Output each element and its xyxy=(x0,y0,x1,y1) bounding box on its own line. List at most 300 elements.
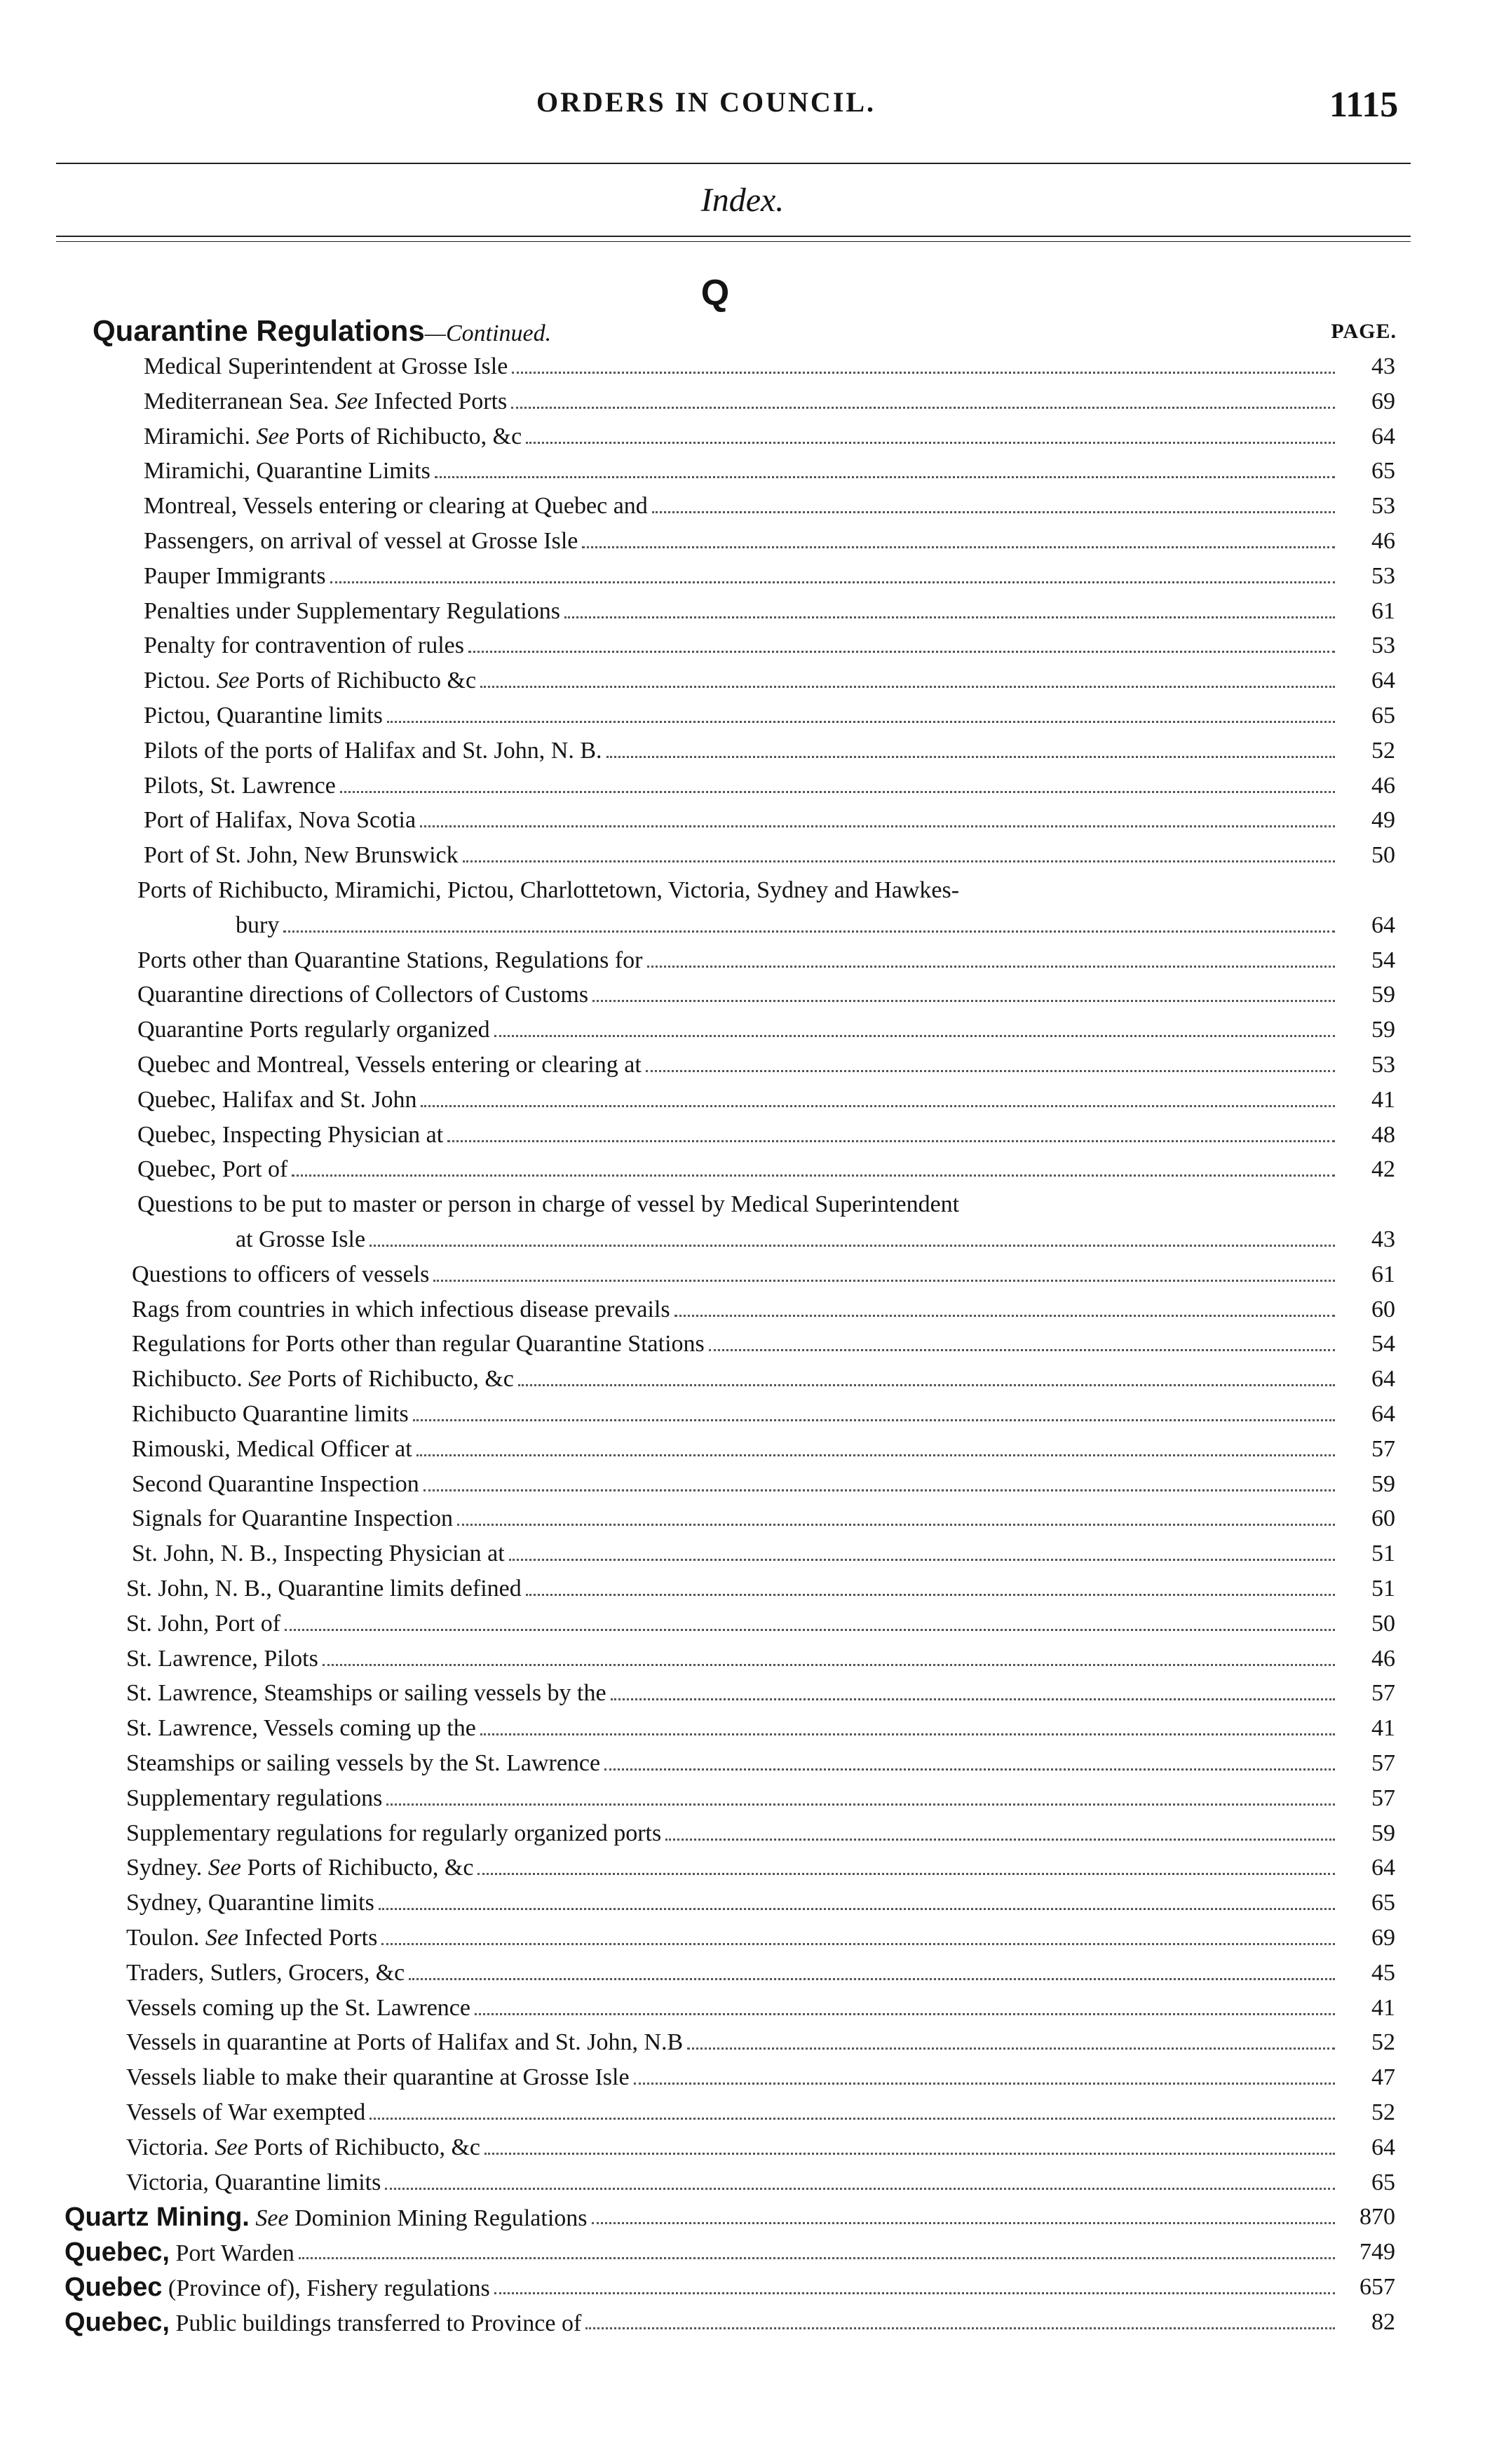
dot-leader xyxy=(494,1014,1335,1037)
entry-target: Ports of Richibucto &c xyxy=(255,668,477,694)
dot-leader xyxy=(647,945,1336,968)
index-entry xyxy=(132,1328,1395,1360)
index-entry xyxy=(137,945,1395,977)
index-entry xyxy=(137,1119,1395,1151)
dot-leader xyxy=(511,386,1335,409)
entry-text: Medical Superintendent at Grosse Isle xyxy=(144,353,508,379)
entry-target: (Province of), Fishery regulations xyxy=(168,2275,490,2301)
entry-page-number: 50 xyxy=(1371,1610,1395,1637)
dot-leader xyxy=(330,560,1335,583)
entry-label xyxy=(137,1084,416,1116)
entry-target: Ports of Richibucto, &c xyxy=(254,2134,481,2160)
entry-label xyxy=(126,1992,470,2024)
entry-page-number: 64 xyxy=(1371,1366,1395,1393)
entry-text: Richibucto. xyxy=(132,1366,243,1393)
entry-text: Quarantine directions of Collectors of Customs xyxy=(137,982,589,1008)
see-reference: See xyxy=(334,388,369,414)
entry-text: Rags from countries in which infectious disease prevails xyxy=(132,1296,670,1322)
entry-text: Passengers, on arrival of vessel at Grosse Isle xyxy=(144,528,578,554)
dot-leader xyxy=(484,2132,1335,2155)
top-level-entry xyxy=(65,2236,1395,2268)
dot-leader xyxy=(494,2271,1335,2294)
entry-label xyxy=(144,700,383,732)
dot-leader xyxy=(285,1608,1335,1631)
index-entry xyxy=(132,1294,1395,1326)
entry-label xyxy=(137,1153,287,1186)
dot-leader xyxy=(468,630,1335,653)
entry-label xyxy=(144,839,459,872)
entry-page-number: 42 xyxy=(1371,1156,1395,1183)
see-reference: See xyxy=(205,1925,239,1951)
index-entry xyxy=(144,735,1395,767)
entry-text: Traders, Sutlers, Grocers, &c xyxy=(126,1959,405,1986)
index-entry xyxy=(144,525,1395,557)
index-entry-wrapped xyxy=(137,874,1395,907)
dot-leader xyxy=(592,2201,1335,2224)
entry-page-number: 57 xyxy=(1371,1435,1395,1462)
entry-text: Montreal, Vessels entering or clearing at Quebec and xyxy=(144,493,648,520)
entry-page-number: 870 xyxy=(1359,2204,1395,2231)
index-entry xyxy=(126,1643,1395,1675)
dot-leader xyxy=(283,909,1335,933)
entry-label xyxy=(144,595,560,628)
entry-text: Quebec, Halifax and St. John xyxy=(137,1086,417,1113)
dot-leader xyxy=(526,1573,1335,1596)
entry-text: St. John, Port of xyxy=(126,1610,281,1637)
dot-leader xyxy=(413,1398,1335,1421)
entry-term: Quebec, xyxy=(65,2238,170,2268)
entry-page-number: 64 xyxy=(1371,2134,1395,2160)
dot-leader xyxy=(592,979,1335,1002)
dot-leader xyxy=(585,2306,1335,2329)
entry-label xyxy=(126,1782,382,1815)
see-reference: See xyxy=(216,668,250,694)
dot-leader xyxy=(435,455,1335,478)
dot-leader xyxy=(480,1712,1335,1735)
entry-label xyxy=(126,1643,318,1675)
entry-page-number: 65 xyxy=(1371,1890,1395,1916)
index-entry xyxy=(144,770,1395,802)
index-entry xyxy=(126,1608,1395,1640)
index-entry xyxy=(144,560,1395,593)
dot-leader xyxy=(379,1887,1335,1910)
header-rule xyxy=(56,163,1411,164)
entry-page-number: 53 xyxy=(1371,632,1395,659)
entry-page-number: 51 xyxy=(1371,1541,1395,1567)
entry-label xyxy=(126,2167,381,2199)
entry-target: Ports of Richibucto, &c xyxy=(295,423,522,449)
entry-page-number: 69 xyxy=(1371,388,1395,414)
entry-page-number: 50 xyxy=(1371,842,1395,869)
entry-page-number: 82 xyxy=(1371,2308,1395,2335)
entry-label xyxy=(65,2306,581,2340)
index-entry xyxy=(126,1852,1395,1884)
entry-page-number: 749 xyxy=(1359,2239,1395,2266)
dot-leader xyxy=(433,1259,1335,1282)
entry-label xyxy=(126,1957,405,1989)
dot-leader xyxy=(480,665,1335,688)
title-rule xyxy=(56,236,1411,237)
entry-label xyxy=(126,2062,630,2094)
index-entry xyxy=(144,700,1395,732)
entry-page-number: 52 xyxy=(1371,737,1395,764)
index-entry xyxy=(132,1363,1395,1395)
entry-text: Miramichi. xyxy=(144,423,251,449)
entry-text: Questions to be put to master or person in charge of vessel by Medical Superintendent xyxy=(137,1191,960,1218)
index-entry xyxy=(126,2132,1395,2164)
entry-page-number: 64 xyxy=(1371,668,1395,694)
entry-text: Port of St. John, New Brunswick xyxy=(144,842,459,869)
entry-label xyxy=(144,665,476,697)
dot-leader xyxy=(564,595,1335,618)
dot-leader xyxy=(463,839,1335,862)
index-entry xyxy=(137,1153,1395,1186)
entry-text: Pilots of the ports of Halifax and St. John, N. B. xyxy=(144,737,602,764)
dot-leader xyxy=(387,700,1335,723)
entry-label xyxy=(132,1294,670,1326)
entry-page-number: 64 xyxy=(1371,1855,1395,1881)
index-entry xyxy=(144,386,1395,418)
entry-text: Pictou, Quarantine limits xyxy=(144,703,383,729)
index-entry xyxy=(126,1922,1395,1954)
top-level-entry xyxy=(65,2201,1395,2233)
entry-label xyxy=(126,1852,473,1884)
dot-leader xyxy=(709,1328,1335,1351)
index-entry xyxy=(144,804,1395,837)
entry-page-number: 48 xyxy=(1371,1121,1395,1148)
entry-text: Vessels in quarantine at Ports of Halifax and St. John, N.B xyxy=(126,2029,684,2056)
entry-target: Ports of Richibucto, &c xyxy=(287,1366,514,1393)
entry-page-number: 45 xyxy=(1371,1959,1395,1986)
entry-target: Ports of Richibucto, &c xyxy=(247,1855,474,1881)
entry-text: St. Lawrence, Pilots xyxy=(126,1645,318,1672)
entry-label xyxy=(132,1468,419,1501)
entry-text: St. Lawrence, Vessels coming up the xyxy=(126,1715,476,1742)
index-entry xyxy=(126,1712,1395,1745)
entry-page-number: 46 xyxy=(1371,528,1395,554)
index-entry-wrapped xyxy=(137,1189,1395,1221)
entry-page-number: 59 xyxy=(1371,1820,1395,1846)
index-entry xyxy=(132,1503,1395,1535)
entry-label xyxy=(126,1817,661,1850)
section-title: Index. xyxy=(700,182,785,219)
entry-page-number: 53 xyxy=(1371,562,1395,589)
entry-text: St. Lawrence, Steamships or sailing vessels by the xyxy=(126,1680,606,1707)
index-entry xyxy=(126,1677,1395,1710)
title-rule-thin xyxy=(56,241,1411,242)
index-entry xyxy=(126,1887,1395,1919)
letter-heading: Q xyxy=(700,273,730,313)
index-entry xyxy=(126,2062,1395,2094)
entry-text: Ports other than Quarantine Stations, Regulations for xyxy=(137,947,643,973)
entry-page-number: 46 xyxy=(1371,1645,1395,1672)
index-entry xyxy=(144,421,1395,453)
entry-text: Regulations for Ports other than regular Quarantine Stations xyxy=(132,1331,705,1358)
dot-leader xyxy=(509,1538,1335,1561)
index-entry xyxy=(126,1747,1395,1780)
main-heading-continued: —Continued. xyxy=(424,320,552,346)
index-entry xyxy=(132,1259,1395,1291)
index-entry xyxy=(132,1468,1395,1501)
index-entry xyxy=(144,490,1395,522)
entry-label xyxy=(236,909,279,942)
entry-page-number: 60 xyxy=(1371,1505,1395,1532)
entry-text: Vessels of War exempted xyxy=(126,2099,366,2125)
entry-page-number: 54 xyxy=(1371,1331,1395,1358)
entry-label xyxy=(132,1503,453,1535)
entry-label xyxy=(144,770,336,802)
entry-text: Sydney, Quarantine limits xyxy=(126,1890,374,1916)
entry-text: Vessels liable to make their quarantine at Grosse Isle xyxy=(126,2064,630,2091)
entry-label xyxy=(144,351,508,383)
dot-leader xyxy=(416,1433,1335,1456)
entry-page-number: 54 xyxy=(1371,947,1395,973)
dot-leader xyxy=(687,2026,1335,2050)
entry-label xyxy=(137,979,588,1011)
entry-text: Quebec, Port of xyxy=(137,1156,288,1183)
entry-label xyxy=(126,2026,683,2059)
dot-leader xyxy=(604,1747,1335,1771)
entry-text: Supplementary regulations for regularly organized ports xyxy=(126,1820,662,1846)
entry-page-number: 65 xyxy=(1371,703,1395,729)
dot-leader xyxy=(518,1363,1335,1386)
index-entry xyxy=(126,1782,1395,1815)
dot-leader xyxy=(447,1119,1335,1142)
see-reference: See xyxy=(255,2205,289,2232)
entry-term: Quebec xyxy=(65,2273,163,2302)
entry-text: Ports of Richibucto, Miramichi, Pictou, Charlottetown, Victoria, Sydney and Hawkes- xyxy=(137,877,960,903)
entry-label xyxy=(126,1887,374,1919)
entry-text: St. John, N. B., Inspecting Physician at xyxy=(132,1541,505,1567)
dot-leader xyxy=(652,490,1335,513)
entry-text: Pauper Immigrants xyxy=(144,562,326,589)
entry-text: Vessels coming up the St. Lawrence xyxy=(126,1994,470,2021)
entry-text: Second Quarantine Inspection xyxy=(132,1470,419,1497)
entry-text: Port of Halifax, Nova Scotia xyxy=(144,807,416,834)
index-entry xyxy=(144,665,1395,697)
index-entry xyxy=(132,1538,1395,1570)
entry-text: Penalty for contravention of rules xyxy=(144,632,464,659)
dot-leader xyxy=(475,1992,1335,2015)
entry-page-number: 61 xyxy=(1371,597,1395,624)
dot-leader xyxy=(385,2167,1335,2190)
index-entry xyxy=(144,630,1395,662)
entry-label xyxy=(126,1747,600,1780)
entry-page-number: 57 xyxy=(1371,1785,1395,1811)
entry-label xyxy=(132,1398,409,1430)
see-reference: See xyxy=(248,1366,282,1393)
index-entry xyxy=(137,1084,1395,1116)
dot-leader xyxy=(381,1922,1335,1945)
running-head: ORDERS IN COUNCIL. xyxy=(536,86,876,118)
entry-text: Questions to officers of vessels xyxy=(132,1261,430,1287)
entry-page-number: 47 xyxy=(1371,2064,1395,2091)
entry-page-number: 41 xyxy=(1371,1086,1395,1113)
index-entry-continuation xyxy=(236,1224,1395,1256)
entry-label xyxy=(144,630,464,662)
index-entry xyxy=(144,351,1395,383)
dot-leader xyxy=(409,1957,1335,1980)
entry-page-number: 52 xyxy=(1371,2029,1395,2056)
dot-leader xyxy=(674,1294,1335,1317)
entry-label xyxy=(144,490,648,522)
dot-leader xyxy=(292,1153,1335,1177)
entry-page-number: 59 xyxy=(1371,1470,1395,1497)
entry-target: Public buildings transferred to Province of xyxy=(175,2310,582,2336)
index-entry xyxy=(126,1573,1395,1605)
entry-label xyxy=(126,1608,280,1640)
top-level-entry xyxy=(65,2271,1395,2303)
entry-page-number: 41 xyxy=(1371,1994,1395,2021)
entry-label xyxy=(65,2236,294,2270)
entry-label xyxy=(126,1677,606,1710)
dot-leader xyxy=(420,804,1335,827)
entry-page-number: 57 xyxy=(1371,1750,1395,1776)
entry-label xyxy=(236,1224,365,1256)
entry-text: Quebec and Montreal, Vessels entering or clearing at xyxy=(137,1052,642,1078)
entry-page-number: 41 xyxy=(1371,1715,1395,1742)
entry-page-number: 64 xyxy=(1371,1401,1395,1427)
entry-label xyxy=(144,804,416,837)
dot-leader xyxy=(369,2097,1335,2120)
entry-page-number: 43 xyxy=(1371,1226,1395,1252)
index-entry xyxy=(137,979,1395,1011)
dot-leader xyxy=(340,770,1335,793)
entry-target: Dominion Mining Regulations xyxy=(294,2205,588,2232)
entry-page-number: 60 xyxy=(1371,1296,1395,1322)
index-entry xyxy=(137,1049,1395,1081)
entry-label xyxy=(65,2271,490,2305)
entry-text: Mediterranean Sea. xyxy=(144,388,330,414)
index-entry xyxy=(144,839,1395,872)
entry-page-number: 64 xyxy=(1371,912,1395,938)
entry-label xyxy=(132,1363,514,1395)
top-level-entry xyxy=(65,2306,1395,2338)
entry-term: Quebec, xyxy=(65,2307,170,2337)
entry-label xyxy=(132,1259,429,1291)
entry-label xyxy=(144,421,522,453)
entry-label xyxy=(132,1538,505,1570)
entry-label xyxy=(144,455,430,487)
index-entry xyxy=(126,1957,1395,1989)
dot-leader xyxy=(665,1817,1335,1841)
entry-page-number: 59 xyxy=(1371,982,1395,1008)
entry-page-number: 69 xyxy=(1371,1925,1395,1951)
entry-label xyxy=(132,1433,412,1465)
entry-label xyxy=(126,2097,365,2129)
entry-label xyxy=(65,2201,588,2235)
dot-leader xyxy=(646,1049,1335,1072)
page-number: 1115 xyxy=(1329,85,1399,125)
entry-text: St. John, N. B., Quarantine limits defined xyxy=(126,1576,522,1602)
entry-text: Richibucto Quarantine limits xyxy=(132,1401,409,1427)
dot-leader xyxy=(634,2062,1335,2085)
entry-page-number: 61 xyxy=(1371,1261,1395,1287)
dot-leader xyxy=(526,421,1335,444)
index-entry xyxy=(126,1992,1395,2024)
index-entry-continuation xyxy=(236,909,1395,942)
main-heading-row xyxy=(93,314,1397,351)
see-reference: See xyxy=(208,1855,241,1881)
entry-page-number: 57 xyxy=(1371,1680,1395,1707)
index-entry xyxy=(126,2097,1395,2129)
entry-label xyxy=(144,560,326,593)
dot-leader xyxy=(582,525,1335,548)
entry-target: Infected Ports xyxy=(244,1925,378,1951)
entry-target: Infected Ports xyxy=(374,388,508,414)
entry-label xyxy=(137,945,643,977)
entry-text: Steamships or sailing vessels by the St. Lawrence xyxy=(126,1750,601,1776)
entry-text: Sydney. xyxy=(126,1855,203,1881)
dot-leader xyxy=(512,351,1335,374)
dot-leader xyxy=(606,735,1335,758)
dot-leader xyxy=(421,1084,1335,1107)
entry-label xyxy=(137,1049,642,1081)
dot-leader xyxy=(457,1503,1335,1526)
index-entry xyxy=(126,2167,1395,2199)
entry-text: Pictou. xyxy=(144,668,211,694)
entry-label xyxy=(126,2132,480,2164)
entry-label xyxy=(137,1014,490,1046)
entry-text: at Grosse Isle xyxy=(236,1226,366,1252)
entry-text: Pilots, St. Lawrence xyxy=(144,772,336,799)
entry-text: bury xyxy=(236,912,280,938)
entry-text: Rimouski, Medical Officer at xyxy=(132,1435,412,1462)
index-entry xyxy=(132,1433,1395,1465)
entry-page-number: 65 xyxy=(1371,458,1395,485)
entry-label xyxy=(137,1119,443,1151)
entry-text: Miramichi, Quarantine Limits xyxy=(144,458,430,485)
entry-target: Port Warden xyxy=(175,2240,294,2267)
see-reference: See xyxy=(256,423,290,449)
entry-text: Victoria, Quarantine limits xyxy=(126,2169,381,2195)
dot-leader xyxy=(369,1224,1335,1247)
index-entry xyxy=(144,595,1395,628)
entry-page-number: 49 xyxy=(1371,807,1395,834)
entry-label xyxy=(126,1712,476,1745)
index-entry xyxy=(132,1398,1395,1430)
dot-leader xyxy=(299,2236,1335,2259)
entry-label xyxy=(144,735,602,767)
entry-text: Signals for Quarantine Inspection xyxy=(132,1505,453,1532)
entry-text: Toulon. xyxy=(126,1925,200,1951)
entry-label xyxy=(144,386,507,418)
entry-label xyxy=(126,1922,377,1954)
index-entry xyxy=(126,2026,1395,2059)
dot-leader xyxy=(611,1677,1335,1700)
index-entry xyxy=(144,455,1395,487)
entry-text: Quarantine Ports regularly organized xyxy=(137,1017,490,1043)
entry-page-number: 64 xyxy=(1371,423,1395,449)
main-heading xyxy=(93,314,551,348)
entry-page-number: 43 xyxy=(1371,353,1395,379)
entry-label xyxy=(126,1573,522,1605)
entry-text: Penalties under Supplementary Regulations xyxy=(144,597,560,624)
entry-text: Quebec, Inspecting Physician at xyxy=(137,1121,444,1148)
entry-page-number: 46 xyxy=(1371,772,1395,799)
entry-page-number: 59 xyxy=(1371,1017,1395,1043)
see-reference: See xyxy=(215,2134,248,2160)
page-column-label: PAGE. xyxy=(1331,320,1397,343)
index-entry xyxy=(137,1014,1395,1046)
dot-leader xyxy=(477,1852,1335,1875)
dot-leader xyxy=(323,1643,1335,1666)
entry-label xyxy=(144,525,578,557)
index-entry xyxy=(126,1817,1395,1850)
entry-page-number: 51 xyxy=(1371,1576,1395,1602)
entry-text: Victoria. xyxy=(126,2134,209,2160)
entry-page-number: 657 xyxy=(1359,2274,1395,2300)
